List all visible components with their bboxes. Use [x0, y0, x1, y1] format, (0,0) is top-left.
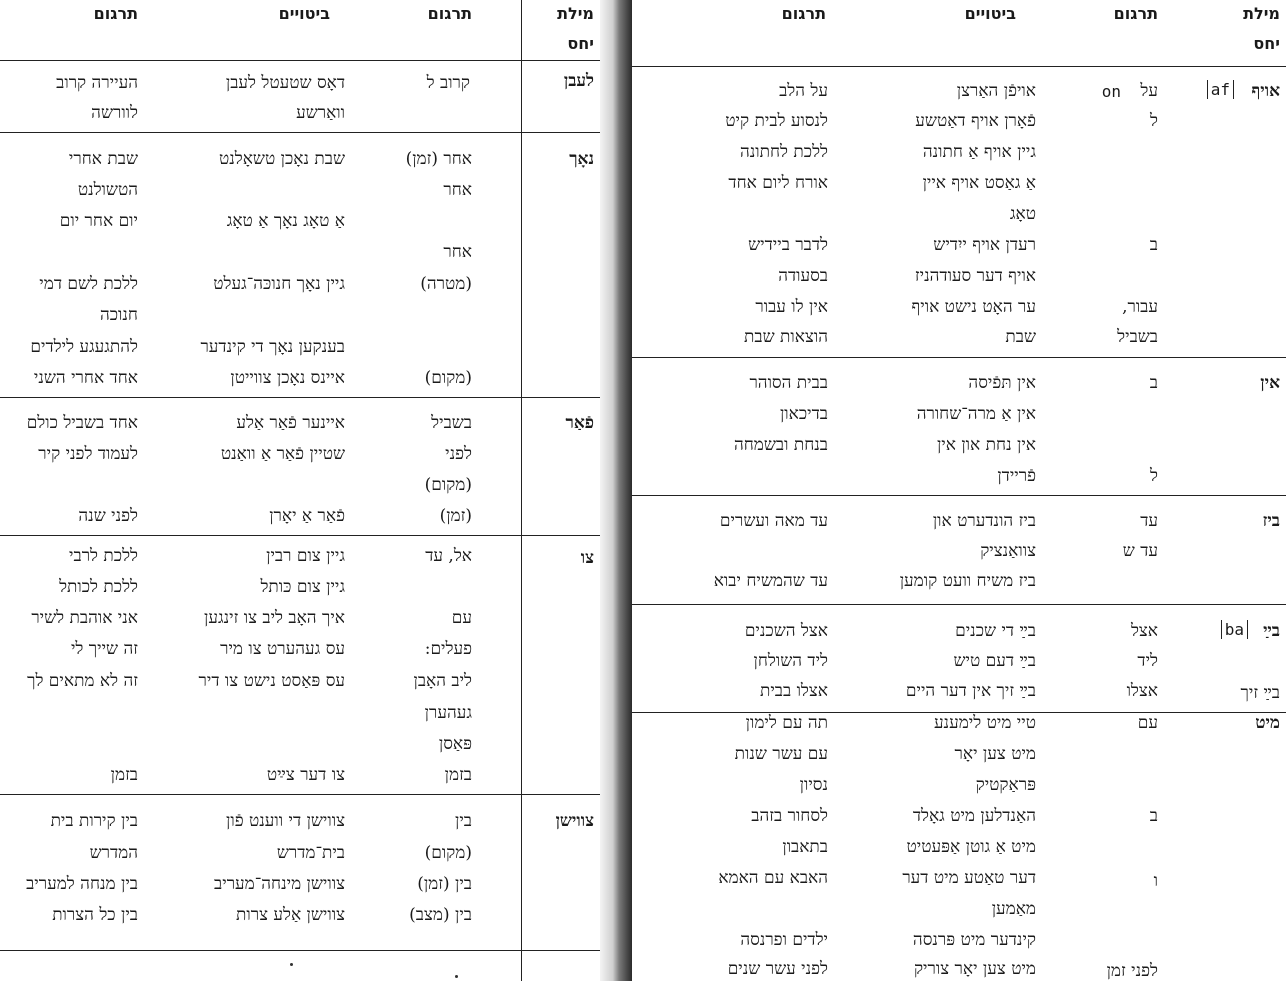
- expression-cell: פֿאָרן אויף דאַטשע: [915, 111, 1036, 131]
- expression-cell: אויפֿן האַרצן: [956, 81, 1036, 101]
- prep-bay-zikh: בײַ זיך: [1240, 683, 1280, 703]
- expr-translation-cell: על הלב: [779, 81, 828, 101]
- prep-lebn: לעבן: [563, 71, 594, 91]
- expr-translation-cell: אני אוהבת לשיר: [31, 608, 138, 628]
- expression-cell: צווישן אַלע צרות: [236, 905, 345, 925]
- expression-cell: שבת נאָכן טשאָלנט: [218, 149, 345, 169]
- translation-cell: עד ש: [1122, 541, 1158, 561]
- scan-speck: [455, 975, 458, 978]
- expr-translation-cell: לוורשה: [91, 103, 138, 123]
- header-translation: תרגום: [427, 4, 472, 23]
- prep-tsu: צו: [580, 548, 594, 568]
- header-expressions: ביטויים: [964, 4, 1016, 23]
- expr-translation-cell: הוצאות שבת: [744, 327, 828, 347]
- expression-cell: טיי מיט לימענע: [933, 713, 1036, 733]
- expression-cell: מאַמען: [991, 899, 1036, 919]
- expression-cell: גיין אויף אַ חתונה: [922, 142, 1036, 162]
- translation-cell: ב: [1149, 806, 1158, 826]
- expr-translation-cell: עם עשר שנות: [734, 744, 828, 764]
- expr-translation-cell: תה עם לימון: [745, 713, 828, 733]
- expression-cell: האַנדלען מיט גאָלד: [912, 806, 1036, 826]
- expr-translation-cell: שבת אחרי: [68, 149, 138, 169]
- expression-cell: איינס נאָכן צווייטן: [230, 368, 345, 388]
- expression-cell: אַ גאַסט אויף איין: [922, 173, 1036, 193]
- expression-cell: בענקען נאָך די קינדער: [200, 337, 345, 357]
- expression-cell: פּראַקטיק: [975, 775, 1036, 795]
- expr-translation-cell: בתאבון: [782, 837, 828, 857]
- translation-cell: קרוב ל: [426, 73, 470, 93]
- expression-cell: איינער פֿאַר אַלע: [236, 413, 345, 433]
- phonetic-ba: ba: [1221, 620, 1248, 639]
- expression-cell: בײַ די שכנים: [955, 621, 1036, 641]
- header-translation: תרגום: [1113, 4, 1158, 23]
- row-divider: [632, 604, 1286, 605]
- expr-translation-cell: לסחור בזהב: [751, 806, 828, 826]
- prep-bay: בײַ: [1263, 621, 1280, 641]
- expr-translation-cell: עד שהמשיח יבוא: [713, 571, 828, 591]
- column-divider: [521, 0, 522, 981]
- translation-cell: אצלו: [1126, 681, 1158, 701]
- prep-mit: מיט: [1255, 713, 1280, 733]
- header-divider: [632, 66, 1286, 67]
- expr-translation-cell: בבית הסוהר: [749, 373, 828, 393]
- translation-cell: (מטרה): [420, 274, 472, 294]
- translation-cell: ל: [1150, 111, 1158, 131]
- expression-cell: אויף דער סעודהניז: [914, 266, 1036, 286]
- header-preposition-line2: יחס: [1253, 34, 1280, 53]
- expr-translation-cell: ליד השולחן: [753, 651, 828, 671]
- translation-cell: אל, עד: [425, 546, 472, 566]
- expression-cell: רעדן אויף ייִדיש: [933, 235, 1036, 255]
- expr-translation-cell: לנסוע לבית קיט: [725, 111, 828, 131]
- translation-cell: אצל: [1130, 621, 1158, 641]
- translation-cell: ב: [1149, 373, 1158, 393]
- expr-translation-cell: ילדים ופרנסה: [740, 930, 828, 950]
- expression-cell: קינדער מיט פּרנסה: [912, 930, 1036, 950]
- expression-cell: גיין נאָך חנוכּה־געלט: [213, 274, 345, 294]
- prep-nokh: נאָך: [569, 149, 594, 169]
- expr-translation-cell: אין לו עבור: [755, 297, 828, 317]
- translation-cell: בזמן: [444, 765, 472, 785]
- expr-translation-cell: בנחת ובשמחה: [733, 435, 828, 455]
- expression-cell: צוואַנציק: [980, 541, 1036, 561]
- row-divider: [0, 397, 600, 398]
- prep-far: פֿאַר: [565, 413, 594, 433]
- translation-cell: ב: [1149, 235, 1158, 255]
- expression-cell: דער טאַטע מיט דער: [902, 868, 1036, 888]
- expr-translation-cell: נסיון: [799, 775, 828, 795]
- expression-cell: עס פּאַסט נישט צו דיר: [198, 671, 345, 691]
- translation-cell: ל: [1150, 466, 1158, 486]
- expression-cell: אַ טאָג נאָך אַ טאָג: [226, 211, 345, 231]
- expr-translation-cell: ללכת לחתונה: [739, 142, 828, 162]
- row-divider: [632, 357, 1286, 358]
- translation-cell: (מקום): [424, 843, 472, 863]
- translation-cell: עד: [1140, 511, 1158, 531]
- expression-cell: מיט צען יאָר: [954, 744, 1036, 764]
- expr-translation-cell: בזמן: [110, 765, 138, 785]
- expression-cell: מיט צען יאָר צוריק: [913, 959, 1036, 979]
- expr-translation-cell: לדבר ביידיש: [748, 235, 828, 255]
- right-page: [632, 0, 1286, 981]
- expression-cell: עס געהערט צו מיר: [220, 639, 345, 659]
- expr-translation-cell: ללכת לשם דמי: [39, 274, 138, 294]
- expr-translation-cell: אחד אחרי השני: [33, 368, 138, 388]
- expr-translation-cell: ללכת לרבי: [69, 546, 138, 566]
- translation-cell: בין (מצב): [409, 905, 472, 925]
- translation-cell: (זמן): [439, 506, 472, 526]
- expr-translation-cell: לעמוד לפני קיר: [38, 444, 138, 464]
- latin-on: on: [1101, 82, 1121, 101]
- expr-translation-cell: בין מנחה למעריב: [26, 874, 138, 894]
- expr-translation-cell: העיירה קרוב: [56, 73, 138, 93]
- translation-cell: פּאַסן: [438, 734, 472, 754]
- row-divider: [0, 950, 600, 951]
- translation-cell: לפני: [445, 444, 472, 464]
- expression-cell: ביז משיח וועט קומען: [899, 571, 1036, 591]
- expr-translation-cell: להתגעגע לילדים: [30, 337, 138, 357]
- translation-cell: (מקום): [424, 368, 472, 388]
- translation-cell: ליד: [1137, 651, 1158, 671]
- expr-translation-cell: בין כל הצרות: [52, 905, 138, 925]
- expression-cell: צו דער צײַט: [266, 765, 345, 785]
- expr-translation-cell: הטשולנט: [77, 180, 138, 200]
- expr-translation-cell: ללכת לכותל: [59, 577, 138, 597]
- header-expr-translation: תרגום: [93, 4, 138, 23]
- expression-cell: אין נחת און אין: [936, 435, 1036, 455]
- scan-speck: [290, 963, 293, 966]
- expr-translation-cell: זה לא מתאים לך: [27, 671, 138, 691]
- translation-cell: (מקום): [424, 475, 472, 495]
- expression-cell: ביז הונדערט און: [932, 511, 1036, 531]
- expr-translation-cell: בין קירות בית: [50, 811, 138, 831]
- expr-translation-cell: חנוכה: [99, 305, 138, 325]
- expression-cell: צווישן מינחה־מעריב: [214, 874, 345, 894]
- header-expr-translation: תרגום: [781, 4, 826, 23]
- expression-cell: שבת: [1005, 327, 1036, 347]
- expr-translation-cell: בדיכאון: [779, 404, 828, 424]
- expr-translation-cell: אצלו בבית: [759, 681, 828, 701]
- expression-cell: גיין צום כּותל: [260, 577, 345, 597]
- translation-cell: אחר (זמן): [405, 149, 472, 169]
- expression-cell: בײַ זיך אין דער היים: [905, 681, 1036, 701]
- translation-cell: לפני זמן: [1106, 961, 1158, 981]
- expression-cell: ער האָט נישט אויף: [911, 297, 1036, 317]
- header-preposition: מילת: [557, 4, 594, 23]
- expression-cell: צווישן די ווענט פֿון: [226, 811, 345, 831]
- expression-cell: מיט אַ גוטן אַפּעטיט: [906, 837, 1036, 857]
- translation-cell: פעלים:: [424, 639, 472, 659]
- prep-oyf: אויף: [1251, 81, 1280, 101]
- row-divider: [0, 794, 600, 795]
- expr-translation-cell: זה שייך לי: [70, 639, 138, 659]
- expr-translation-cell: עד מאה ועשרים: [719, 511, 828, 531]
- translation-cell: ו: [1153, 871, 1158, 891]
- header-divider: [0, 60, 600, 61]
- translation-cell: בין: [455, 811, 472, 831]
- header-expressions: ביטויים: [278, 4, 330, 23]
- header-preposition-line2: יחס: [567, 34, 594, 53]
- row-divider: [0, 535, 600, 536]
- row-divider: [0, 132, 600, 133]
- expression-cell: בײַ דעם טיש: [953, 651, 1036, 671]
- expr-translation-cell: אורח ליום אחד: [728, 173, 828, 193]
- expr-translation-cell: יום אחר יום: [59, 211, 138, 231]
- expression-cell: שטיין פֿאַר אַ וואַנט: [220, 444, 345, 464]
- prep-biz: ביז: [1262, 511, 1280, 531]
- translation-cell: עבור,: [1122, 297, 1158, 317]
- left-page: [0, 0, 600, 981]
- expr-translation-cell: האבא עם האמא: [718, 868, 828, 888]
- phonetic-af: af: [1207, 80, 1234, 99]
- expr-translation-cell: המדרש: [89, 843, 138, 863]
- book-gutter: [600, 0, 632, 981]
- expression-cell: אין אַ מרה־שחורה: [916, 404, 1036, 424]
- header-preposition: מילת: [1243, 4, 1280, 23]
- translation-cell: עם: [1137, 713, 1158, 733]
- translation-cell: אחר: [443, 242, 472, 262]
- expression-cell: וואַרשע: [296, 103, 345, 123]
- row-divider: [632, 495, 1286, 496]
- expression-cell: גיין צום רבין: [266, 546, 345, 566]
- translation-cell: געהערן: [424, 703, 472, 723]
- translation-cell: בשביל: [1117, 327, 1158, 347]
- expr-translation-cell: לפני שנה: [78, 506, 138, 526]
- expr-translation-cell: אחד בשביל כולם: [26, 413, 138, 433]
- expression-cell: פֿריידן: [997, 466, 1036, 486]
- translation-cell: על: [1140, 81, 1158, 101]
- expression-cell: דאָס שטעטל לעבן: [225, 73, 345, 93]
- expr-translation-cell: בסעודה: [778, 266, 828, 286]
- expression-cell: איך האָב ליב צו זינגען: [204, 608, 345, 628]
- expression-cell: טאָג: [1009, 204, 1036, 224]
- expr-translation-cell: אצל השכנים: [744, 621, 828, 641]
- expression-cell: פֿאַר אַ יאָרן: [269, 506, 345, 526]
- translation-cell: אחר: [443, 180, 472, 200]
- expr-translation-cell: לפני עשר שנים: [727, 959, 828, 979]
- translation-cell: בשביל: [431, 413, 472, 433]
- prep-in: אין: [1260, 373, 1280, 393]
- translation-cell: עם: [451, 608, 472, 628]
- translation-cell: בין (זמן): [417, 874, 472, 894]
- expression-cell: אין תּפֿיסה: [968, 373, 1036, 393]
- translation-cell: ליב האָבן: [413, 671, 472, 691]
- prep-tsvishn: צווישן: [555, 811, 594, 831]
- expression-cell: בית־מדרש: [276, 843, 345, 863]
